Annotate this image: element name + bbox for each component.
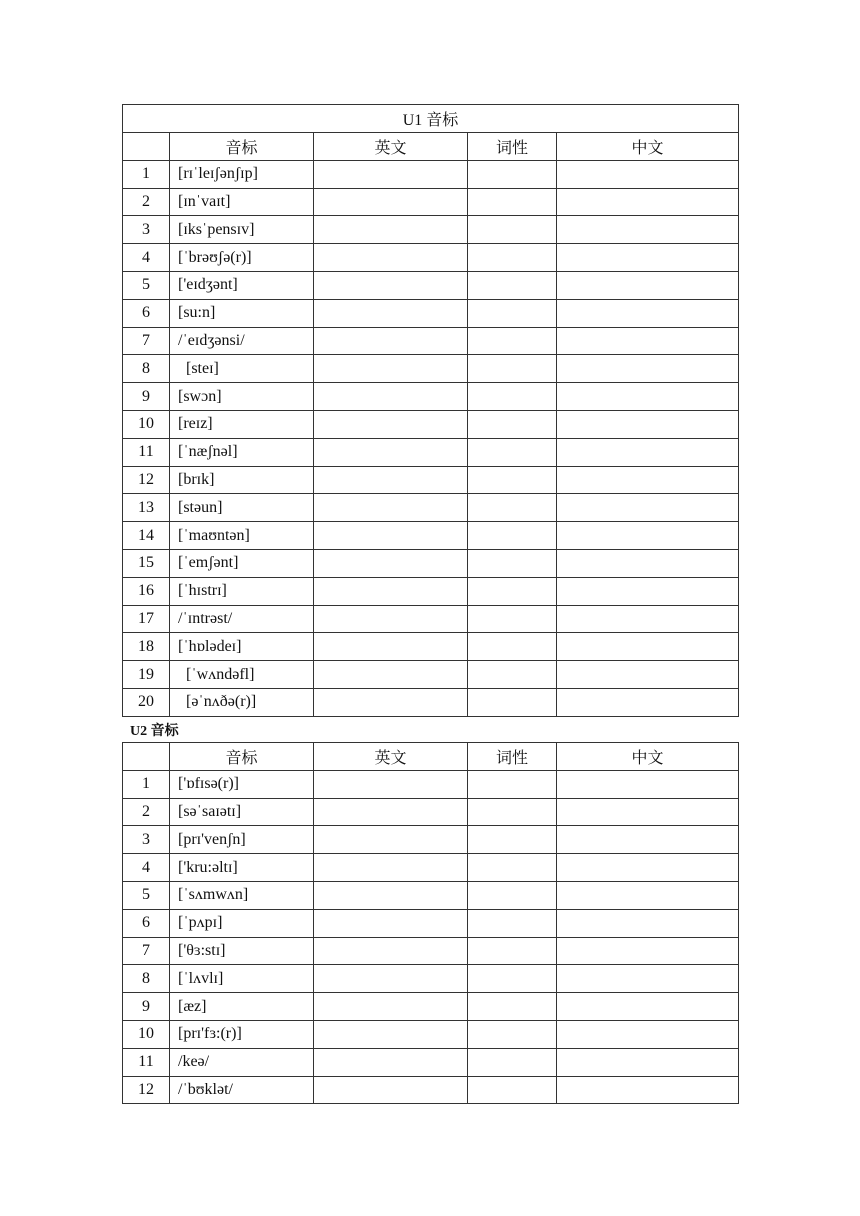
row-number: 6 (123, 909, 170, 937)
table-row (123, 1076, 739, 1104)
pos-answer-cell[interactable] (468, 854, 557, 882)
u2-table (122, 742, 739, 1104)
phonetic-cell: [ˈemʃənt] (170, 549, 314, 577)
phonetic-cell: ['ɒfɪsə(r)] (170, 770, 314, 798)
header-english: 英文 (314, 743, 468, 771)
english-answer-cell[interactable] (314, 355, 468, 383)
pos-answer-cell[interactable] (468, 466, 557, 494)
pos-answer-cell[interactable] (468, 909, 557, 937)
table-row (123, 410, 739, 438)
row-number: 16 (123, 577, 170, 605)
english-answer-cell[interactable] (314, 410, 468, 438)
chinese-answer-cell[interactable] (557, 881, 739, 909)
english-answer-cell[interactable] (314, 854, 468, 882)
phonetic-cell: [ˈmaʊntən] (170, 522, 314, 550)
row-number: 14 (123, 522, 170, 550)
chinese-answer-cell[interactable] (557, 383, 739, 411)
phonetic-cell: [æz] (170, 993, 314, 1021)
header-pos: 词性 (468, 133, 557, 161)
english-answer-cell[interactable] (314, 881, 468, 909)
pos-answer-cell[interactable] (468, 327, 557, 355)
english-answer-cell[interactable] (314, 1048, 468, 1076)
english-answer-cell[interactable] (314, 549, 468, 577)
chinese-answer-cell[interactable] (557, 770, 739, 798)
pos-answer-cell[interactable] (468, 355, 557, 383)
english-answer-cell[interactable] (314, 494, 468, 522)
row-number: 17 (123, 605, 170, 633)
phonetic-cell: [steɪ] (170, 355, 314, 383)
row-number: 12 (123, 1076, 170, 1104)
phonetic-cell: [ˈhɒlədeɪ] (170, 633, 314, 661)
pos-answer-cell[interactable] (468, 826, 557, 854)
phonetic-cell: [ˈhɪstrɪ] (170, 577, 314, 605)
pos-answer-cell[interactable] (468, 770, 557, 798)
pos-answer-cell[interactable] (468, 798, 557, 826)
row-number: 10 (123, 1020, 170, 1048)
row-number: 9 (123, 993, 170, 1021)
phonetic-cell: /keə/ (170, 1048, 314, 1076)
table-row (123, 494, 739, 522)
pos-answer-cell[interactable] (468, 661, 557, 689)
chinese-answer-cell[interactable] (557, 1020, 739, 1048)
table-row (123, 826, 739, 854)
row-number: 15 (123, 549, 170, 577)
row-number: 13 (123, 494, 170, 522)
row-number: 9 (123, 383, 170, 411)
table-row (123, 937, 739, 965)
row-number: 20 (123, 688, 170, 716)
pos-answer-cell[interactable] (468, 494, 557, 522)
row-number: 11 (123, 438, 170, 466)
chinese-answer-cell[interactable] (557, 661, 739, 689)
english-answer-cell[interactable] (314, 271, 468, 299)
phonetic-cell: [ˈlʌvlɪ] (170, 965, 314, 993)
english-answer-cell[interactable] (314, 661, 468, 689)
phonetic-cell: [əˈnʌðə(r)] (170, 688, 314, 716)
chinese-answer-cell[interactable] (557, 1076, 739, 1104)
english-answer-cell[interactable] (314, 826, 468, 854)
chinese-answer-cell[interactable] (557, 494, 739, 522)
english-answer-cell[interactable] (314, 188, 468, 216)
pos-answer-cell[interactable] (468, 438, 557, 466)
table-row (123, 965, 739, 993)
pos-answer-cell[interactable] (468, 216, 557, 244)
table-row (123, 383, 739, 411)
table-row (123, 438, 739, 466)
chinese-answer-cell[interactable] (557, 160, 739, 188)
english-answer-cell[interactable] (314, 965, 468, 993)
header-english: 英文 (314, 133, 468, 161)
phonetic-cell: ['θɜ:stɪ] (170, 937, 314, 965)
chinese-answer-cell[interactable] (557, 438, 739, 466)
table-row (123, 271, 739, 299)
row-number: 10 (123, 410, 170, 438)
table-row (123, 577, 739, 605)
chinese-answer-cell[interactable] (557, 993, 739, 1021)
row-number: 4 (123, 244, 170, 272)
english-answer-cell[interactable] (314, 160, 468, 188)
chinese-answer-cell[interactable] (557, 854, 739, 882)
pos-answer-cell[interactable] (468, 549, 557, 577)
table-row (123, 881, 739, 909)
phonetic-cell: /ˈɪntrəst/ (170, 605, 314, 633)
header-pos: 词性 (468, 743, 557, 771)
phonetic-cell: /ˈbʊklət/ (170, 1076, 314, 1104)
row-number: 3 (123, 826, 170, 854)
table-row (123, 355, 739, 383)
pos-answer-cell[interactable] (468, 605, 557, 633)
pos-answer-cell[interactable] (468, 993, 557, 1021)
header-chinese: 中文 (557, 133, 739, 161)
pos-answer-cell[interactable] (468, 188, 557, 216)
table-row (123, 466, 739, 494)
pos-answer-cell[interactable] (468, 1020, 557, 1048)
english-answer-cell[interactable] (314, 770, 468, 798)
english-answer-cell[interactable] (314, 937, 468, 965)
chinese-answer-cell[interactable] (557, 909, 739, 937)
english-answer-cell[interactable] (314, 216, 468, 244)
english-answer-cell[interactable] (314, 1076, 468, 1104)
chinese-answer-cell[interactable] (557, 549, 739, 577)
phonetic-cell: [ˈnæʃnəl] (170, 438, 314, 466)
table-row (123, 299, 739, 327)
english-answer-cell[interactable] (314, 993, 468, 1021)
row-number: 7 (123, 937, 170, 965)
table-row (123, 1020, 739, 1048)
table-row (123, 993, 739, 1021)
english-answer-cell[interactable] (314, 299, 468, 327)
pos-answer-cell[interactable] (468, 299, 557, 327)
pos-answer-cell[interactable] (468, 1048, 557, 1076)
table-row (123, 661, 739, 689)
chinese-answer-cell[interactable] (557, 355, 739, 383)
chinese-answer-cell[interactable] (557, 688, 739, 716)
english-answer-cell[interactable] (314, 383, 468, 411)
chinese-answer-cell[interactable] (557, 605, 739, 633)
phonetic-cell: [ˈsʌmwʌn] (170, 881, 314, 909)
english-answer-cell[interactable] (314, 909, 468, 937)
pos-answer-cell[interactable] (468, 410, 557, 438)
english-answer-cell[interactable] (314, 466, 468, 494)
phonetic-cell: [ˈwʌndəfl] (170, 661, 314, 689)
phonetic-cell: [brɪk] (170, 466, 314, 494)
table-row (123, 798, 739, 826)
phonetic-cell: [prɪ'fɜ:(r)] (170, 1020, 314, 1048)
header-number (123, 743, 170, 771)
row-number: 7 (123, 327, 170, 355)
pos-answer-cell[interactable] (468, 881, 557, 909)
table-row (123, 188, 739, 216)
row-number: 1 (123, 160, 170, 188)
chinese-answer-cell[interactable] (557, 216, 739, 244)
row-number: 6 (123, 299, 170, 327)
english-answer-cell[interactable] (314, 1020, 468, 1048)
chinese-answer-cell[interactable] (557, 1048, 739, 1076)
row-number: 2 (123, 798, 170, 826)
phonetic-cell: [ɪksˈpensɪv] (170, 216, 314, 244)
table-row (123, 216, 739, 244)
row-number: 18 (123, 633, 170, 661)
chinese-answer-cell[interactable] (557, 826, 739, 854)
header-phonetic: 音标 (170, 133, 314, 161)
row-number: 1 (123, 770, 170, 798)
table-row (123, 605, 739, 633)
u1-title: U1 音标 (123, 105, 739, 133)
table-row (123, 770, 739, 798)
chinese-answer-cell[interactable] (557, 271, 739, 299)
english-answer-cell[interactable] (314, 605, 468, 633)
phonetic-cell: [swɔn] (170, 383, 314, 411)
chinese-answer-cell[interactable] (557, 299, 739, 327)
english-answer-cell[interactable] (314, 522, 468, 550)
pos-answer-cell[interactable] (468, 688, 557, 716)
phonetic-cell: [ɪnˈvaɪt] (170, 188, 314, 216)
row-number: 5 (123, 271, 170, 299)
phonetic-cell: [rɪˈleɪʃənʃɪp] (170, 160, 314, 188)
row-number: 8 (123, 965, 170, 993)
header-phonetic: 音标 (170, 743, 314, 771)
header-chinese: 中文 (557, 743, 739, 771)
row-number: 11 (123, 1048, 170, 1076)
pos-answer-cell[interactable] (468, 1076, 557, 1104)
table-row (123, 327, 739, 355)
row-number: 2 (123, 188, 170, 216)
table-row (123, 633, 739, 661)
phonetic-cell: [su:n] (170, 299, 314, 327)
row-number: 8 (123, 355, 170, 383)
english-answer-cell[interactable] (314, 244, 468, 272)
phonetic-cell: [prɪ'venʃn] (170, 826, 314, 854)
chinese-answer-cell[interactable] (557, 244, 739, 272)
english-answer-cell[interactable] (314, 327, 468, 355)
table-row (123, 1048, 739, 1076)
pos-answer-cell[interactable] (468, 577, 557, 605)
pos-answer-cell[interactable] (468, 965, 557, 993)
phonetic-cell: [reɪz] (170, 410, 314, 438)
chinese-answer-cell[interactable] (557, 522, 739, 550)
chinese-answer-cell[interactable] (557, 965, 739, 993)
phonetic-cell: [səˈsaɪətɪ] (170, 798, 314, 826)
table-row (123, 909, 739, 937)
chinese-answer-cell[interactable] (557, 937, 739, 965)
phonetic-cell: /ˈeɪdʒənsi/ (170, 327, 314, 355)
row-number: 19 (123, 661, 170, 689)
chinese-answer-cell[interactable] (557, 577, 739, 605)
phonetic-cell: ['kru:əltɪ] (170, 854, 314, 882)
pos-answer-cell[interactable] (468, 271, 557, 299)
u2-label: U2 音标 (130, 724, 179, 739)
chinese-answer-cell[interactable] (557, 633, 739, 661)
u1-table (122, 104, 739, 717)
chinese-answer-cell[interactable] (557, 410, 739, 438)
english-answer-cell[interactable] (314, 438, 468, 466)
pos-answer-cell[interactable] (468, 244, 557, 272)
english-answer-cell[interactable] (314, 798, 468, 826)
english-answer-cell[interactable] (314, 633, 468, 661)
pos-answer-cell[interactable] (468, 937, 557, 965)
chinese-answer-cell[interactable] (557, 798, 739, 826)
table-row (123, 160, 739, 188)
header-number (123, 133, 170, 161)
english-answer-cell[interactable] (314, 577, 468, 605)
pos-answer-cell[interactable] (468, 383, 557, 411)
table-row (123, 688, 739, 716)
table-row (123, 854, 739, 882)
chinese-answer-cell[interactable] (557, 327, 739, 355)
pos-answer-cell[interactable] (468, 633, 557, 661)
phonetic-cell: [stəun] (170, 494, 314, 522)
english-answer-cell[interactable] (314, 688, 468, 716)
table-row (123, 549, 739, 577)
row-number: 4 (123, 854, 170, 882)
chinese-answer-cell[interactable] (557, 188, 739, 216)
table-row (123, 522, 739, 550)
row-number: 12 (123, 466, 170, 494)
phonetic-cell: ['eɪdʒənt] (170, 271, 314, 299)
pos-answer-cell[interactable] (468, 160, 557, 188)
phonetic-cell: [ˈpʌpɪ] (170, 909, 314, 937)
row-number: 5 (123, 881, 170, 909)
table-row (123, 244, 739, 272)
chinese-answer-cell[interactable] (557, 466, 739, 494)
pos-answer-cell[interactable] (468, 522, 557, 550)
phonetic-cell: [ˈbrəʊʃə(r)] (170, 244, 314, 272)
row-number: 3 (123, 216, 170, 244)
